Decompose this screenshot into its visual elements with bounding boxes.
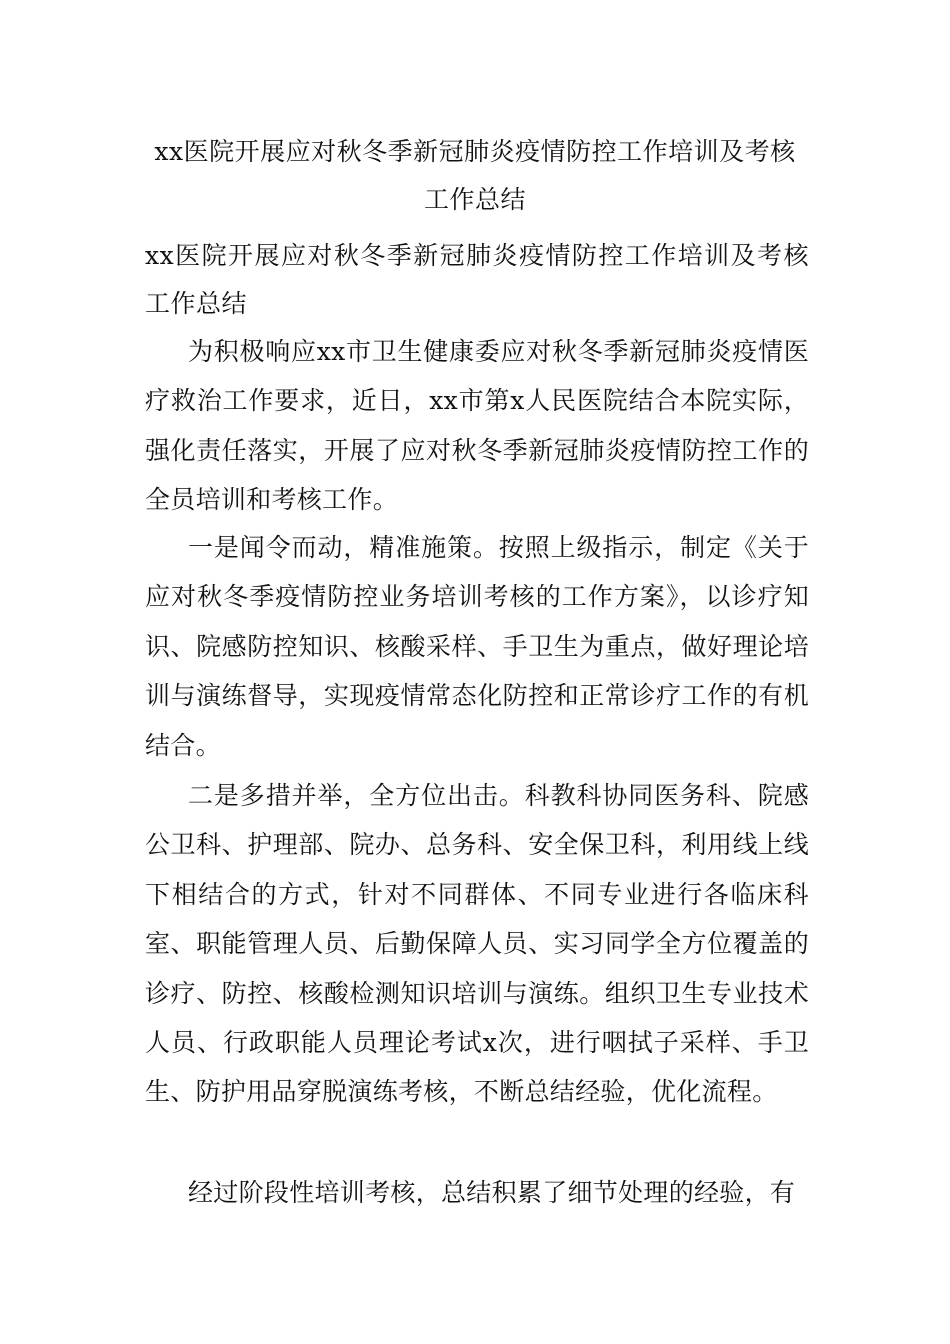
paragraph-summary: 经过阶段性培训考核，总结积累了细节处理的经验，有 — [188, 1178, 796, 1207]
paragraph-intro: 为积极响应xx市卫生健康委应对秋冬季新冠肺炎疫情医疗救治工作要求，近日，xx市第x人民医院结合本院实际，强化责任落实，开展了应对秋冬季新冠肺炎疫情防控工作的全员培训和考核工作。 — [145, 337, 809, 515]
document-title: xx医院开展应对秋冬季新冠肺炎疫情防控工作培训及考核工作总结 — [154, 137, 796, 214]
document-subtitle: xx医院开展应对秋冬季新冠肺炎疫情防控工作培训及考核工作总结 — [145, 241, 809, 318]
paragraph-point-one: 一是闻令而动，精准施策。按照上级指示，制定《关于应对秋冬季疫情防控业务培训考核的工作方案》，以诊疗知识、院感防控知识、核酸采样、手卫生为重点，做好理论培训与演练督导，实现疫情常态化防控和正常诊疗工作的有机结合。 — [145, 533, 809, 760]
paragraph-point-two: 二是多措并举，全方位出击。科教科协同医务科、院感公卫科、护理部、院办、总务科、安全保卫科，利用线上线下相结合的方式，针对不同群体、不同专业进行各临床科室、职能管理人员、后勤保障人员、实习同学全方位覆盖的诊疗、防控、核酸检测知识培训与演练。组织卫生专业技术人员、行政职能人员理论考试x次，进行咽拭子采样、手卫生、防护用品穿脱演练考核，不断总结经验，优化流程。 — [145, 781, 809, 1107]
